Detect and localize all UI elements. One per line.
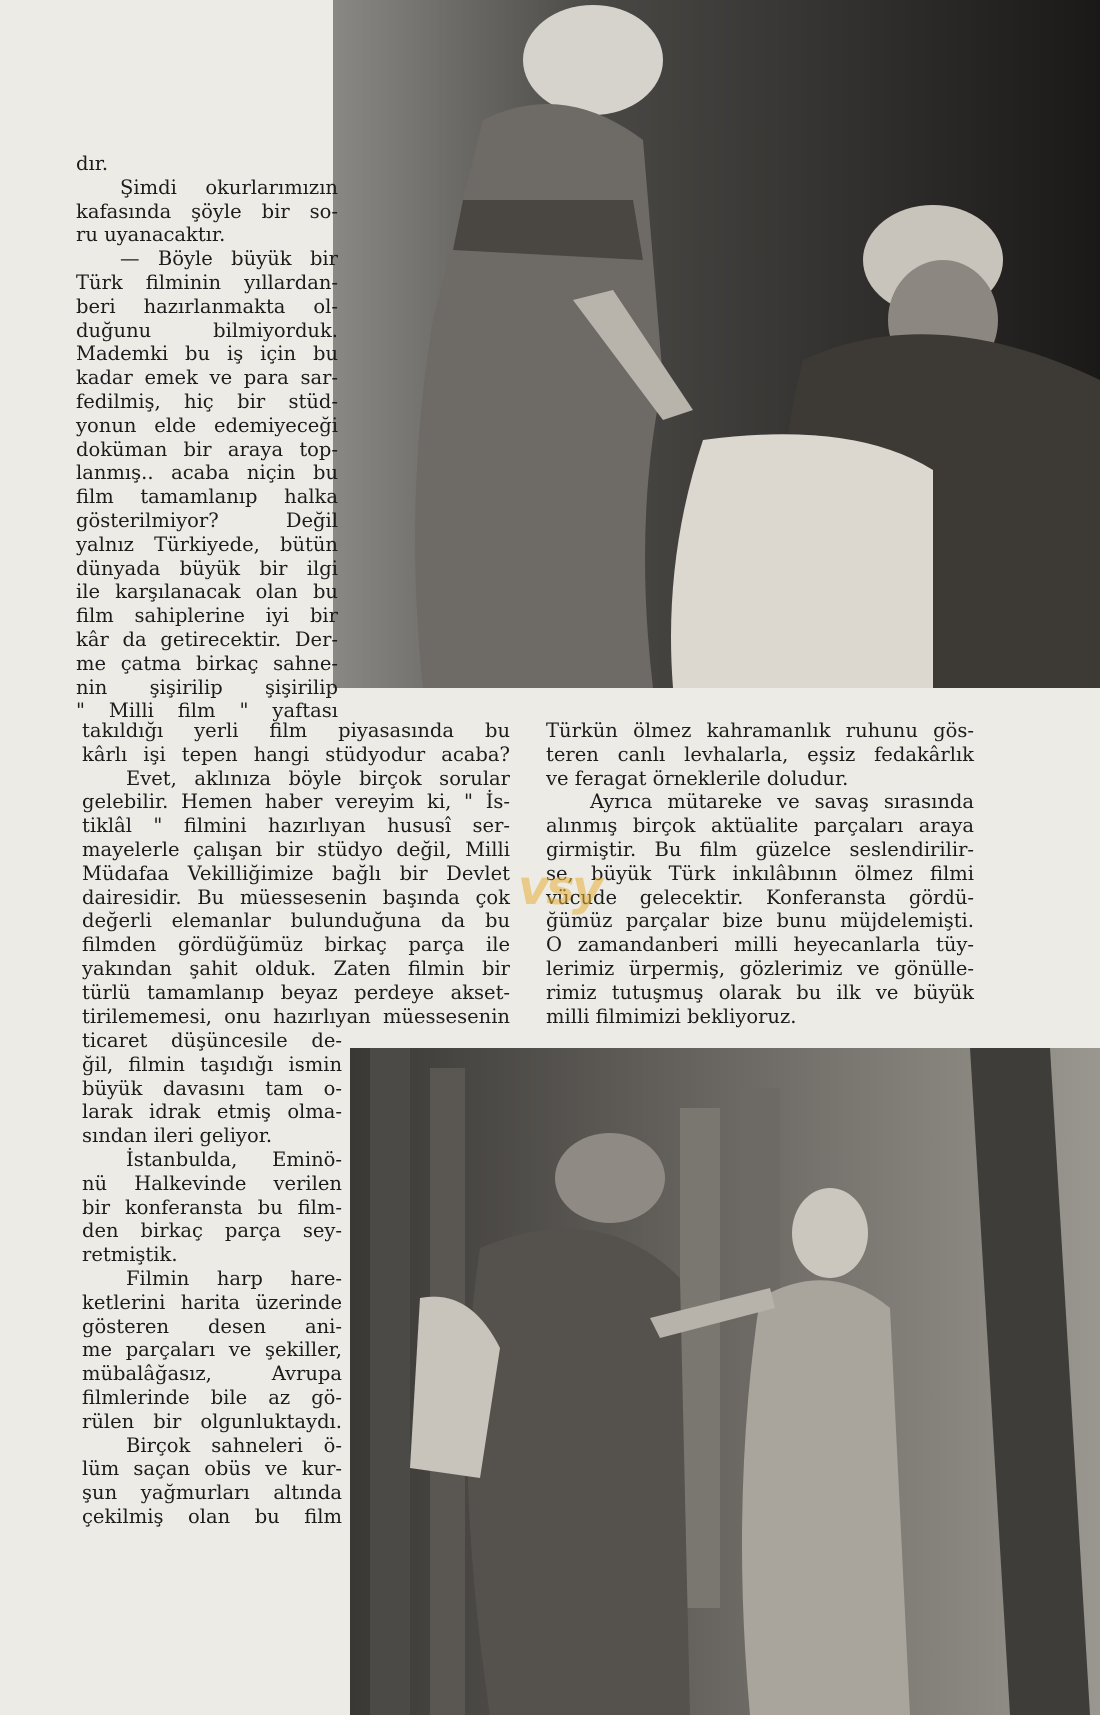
text-line: se, büyük Türk inkılâbının ölmez filmi <box>546 861 974 885</box>
text-line: alınmış birçok aktüalite parçaları araya <box>546 814 974 838</box>
text-line: kârlı işi tepen hangi stüdyodur acaba? <box>82 742 510 766</box>
text-line: Türk filminin yıllardan- <box>76 270 338 294</box>
article-column-right <box>546 719 974 1028</box>
text-line: milli filmimizi bekliyoruz. <box>546 1004 797 1028</box>
text-line: larak idrak etmiş olma- <box>82 1100 342 1124</box>
text-line: teren canlı levhalarla, eşsiz fedakârlık <box>546 742 974 766</box>
text-line: mübalâğasız, Avrupa <box>82 1362 342 1386</box>
text-line: yakından şahit olduk. Zaten filmin bir <box>82 956 510 980</box>
text-line: mayelerle çalışan bir stüdyo değil, Milli <box>82 837 510 861</box>
text-line: gösterilmiyor? Değil <box>76 508 338 532</box>
text-line: İstanbulda, Eminö- <box>126 1147 342 1171</box>
text-line: gelebilir. Hemen haber vereyim ki, " İs- <box>82 790 510 814</box>
text-line: bir konferansta bu film- <box>82 1195 342 1219</box>
text-line: ketlerini harita üzerinde <box>82 1290 342 1314</box>
text-line: nü Halkevinde verilen <box>82 1171 342 1195</box>
soldier-woman-photo <box>350 1048 1100 1715</box>
text-line: Türkün ölmez kahramanlık ruhunu gös- <box>546 719 974 742</box>
text-line: rülen bir olgunluktaydı. <box>82 1409 342 1433</box>
text-line: kadar emek ve para sar- <box>76 366 338 390</box>
text-line: girmiştir. Bu film güzelce seslendirilir- <box>546 837 974 861</box>
article-column-left-lower <box>82 1029 342 1529</box>
text-line: me parçaları ve şekiller, <box>82 1338 342 1362</box>
text-line: Mademki bu iş için bu <box>76 342 338 366</box>
text-line: dairesidir. Bu müessesenin başında çok <box>82 885 510 909</box>
text-line: Filmin harp hare- <box>126 1266 342 1290</box>
text-line: Evet, aklınıza böyle birçok sorular <box>126 766 510 790</box>
text-line: beri hazırlanmakta ol- <box>76 294 338 318</box>
text-line: büyük davasını tam o- <box>82 1076 342 1100</box>
text-line: filmden gördüğümüz birkaç parça ile <box>82 933 510 957</box>
text-line: lanmış.. acaba niçin bu <box>76 461 338 485</box>
text-line: me çatma birkaç sahne- <box>76 651 338 675</box>
text-line: — Böyle büyük bir <box>120 247 338 271</box>
text-line: ticaret düşüncesile de- <box>82 1029 342 1052</box>
text-line: çekilmiş olan bu film <box>82 1504 342 1528</box>
text-line: yalnız Türkiyede, bütün <box>76 532 338 556</box>
text-line: kâr da getirecektir. Der- <box>76 627 338 651</box>
text-line: şun yağmurları altında <box>82 1481 342 1505</box>
text-line: dünyada büyük bir ilgi <box>76 556 338 580</box>
text-line: değerli elemanlar bulunduğuna da bu <box>82 909 510 933</box>
text-line: rimiz tutuşmuş olarak bu ilk ve büyük <box>546 980 974 1004</box>
text-line: filmlerinde bile az gö- <box>82 1385 342 1409</box>
text-line: lüm saçan obüs ve kur- <box>82 1457 342 1481</box>
two-women-photo <box>333 0 1100 688</box>
article-column-left-wide <box>82 719 510 1028</box>
text-line: retmiştik. <box>82 1243 178 1267</box>
text-line: den birkaç parça sey- <box>82 1219 342 1243</box>
text-line: ile karşılanacak olan bu <box>76 580 338 604</box>
text-line: tirilememesi, onu hazırlıyan müessesenin <box>82 1004 510 1028</box>
text-line: nin şişirilip şişirilip <box>76 675 338 699</box>
watermark-logo: vsy <box>518 860 601 916</box>
text-line: film tamamlanıp halka <box>76 485 338 509</box>
text-line: Müdafaa Vekilliğimize bağlı bir Devlet <box>82 861 510 885</box>
text-line: Ayrıca mütareke ve savaş sırasında <box>590 790 974 814</box>
text-line: fedilmiş, hiç bir stüd- <box>76 389 338 413</box>
text-line: doküman bir araya top- <box>76 437 338 461</box>
text-line: kafasında şöyle bir so- <box>76 199 338 223</box>
text-line: O zamandanberi milli heyecanlarla tüy- <box>546 933 974 957</box>
text-line: " Milli film " yaftası <box>76 699 338 723</box>
text-line: ru uyanacaktır. <box>76 223 226 247</box>
text-line: ve feragat örneklerile doludur. <box>546 766 849 790</box>
text-line: duğunu bilmiyorduk. <box>76 318 338 342</box>
text-line: sından ileri geliyor. <box>82 1124 273 1148</box>
text-line: tiklâl " filmini hazırlıyan hususî ser- <box>82 814 510 838</box>
text-line: Şimdi okurlarımızın <box>120 175 338 199</box>
text-line: dır. <box>76 152 109 175</box>
text-line: film sahiplerine iyi bir <box>76 604 338 628</box>
text-line: ğümüz parçalar bize bunu müjdelemişti. <box>546 909 974 933</box>
text-line: vücude gelecektir. Konferansta gördü- <box>546 885 974 909</box>
text-line: yonun elde edemiyeceği <box>76 413 338 437</box>
text-line: türlü tamamlanıp beyaz perdeye akset- <box>82 980 510 1004</box>
text-line: Birçok sahneleri ö- <box>126 1433 342 1457</box>
text-line: gösteren desen ani- <box>82 1314 342 1338</box>
article-column-left-upper <box>76 152 338 723</box>
text-line: takıldığı yerli film piyasasında bu <box>82 719 510 742</box>
text-line: lerimiz ürpermiş, gözlerimiz ve gönülle- <box>546 956 974 980</box>
text-line: ğil, filmin taşıdığı ismin <box>82 1052 342 1076</box>
